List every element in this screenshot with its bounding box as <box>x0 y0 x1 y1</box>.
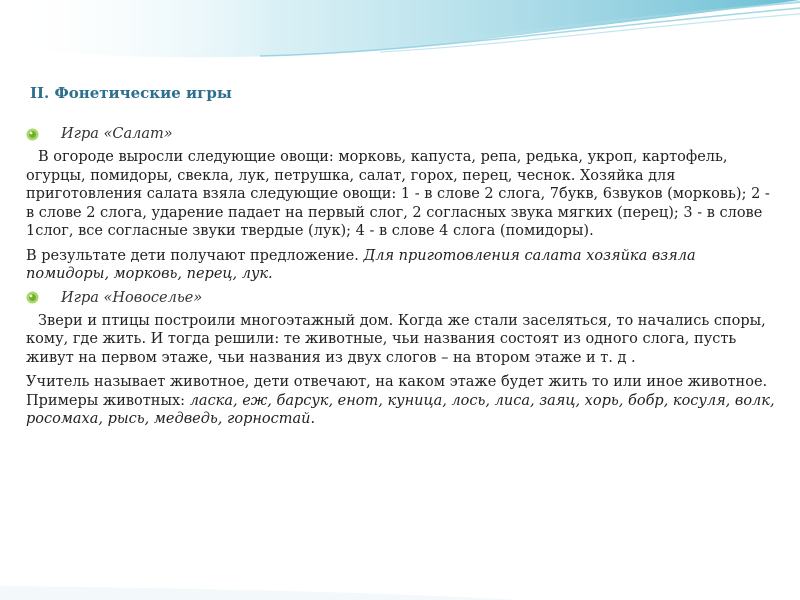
bullet-icon <box>26 128 39 141</box>
game-housewarming-heading <box>26 290 776 306</box>
slide-title: II. Фонетические игры <box>30 84 232 102</box>
game-salad-paragraph: В огороде выросли следующие овощи: морковь, капуста, репа, редька, укроп, картофель, огурцы, помидоры, свекла, лук, петрушка, салат, горох, перец, чеснок. Хозяйка для приготовления салата взяла следующие овощи: 1 - в слове 2 слога, 7букв, 6звуков (морковь); 2 - в слове 2 слога, ударение падает на первый слог, 2 согласных звука мягких (перец); 3 - в слове 1слог, все согласные звуки твердые (лук); 4 - в слове 4 слога (помидоры). <box>26 149 770 239</box>
game-housewarming-examples <box>26 373 776 429</box>
game-salad-result <box>26 247 776 284</box>
game-housewarming-heading-text: Игра «Новоселье» <box>61 289 203 306</box>
game-housewarming-paragraph: Звери и птицы построили многоэтажный дом. Когда же стали заселяться, то начались споры, кому, где жить. И тогда решили: те животные, чьи названия состоят из одного слога, пусть живут на первом этаже, чьи названия из двух слогов – на втором этаже и т. д . <box>26 312 766 366</box>
game-salad-heading-text: Игра «Салат» <box>61 126 173 142</box>
examples-list: ласка, еж, барсук, енот, куница, лось, лиса, заяц, хорь, бобр, косуля, волк, росомаха, рысь, медведь, горностай. <box>26 392 775 427</box>
result-intro: В результате дети получают предложение. <box>26 247 359 264</box>
examples-intro: Учитель называет животное, дети отвечают, на каком этаже будет жить то или иное животное. Примеры животных: <box>26 374 768 409</box>
bullet-icon <box>26 291 39 304</box>
game-salad-heading <box>26 126 776 142</box>
result-sentence: Для приготовления салата хозяйка взяла помидоры, морковь, перец, лук. <box>26 247 696 282</box>
slide-content <box>26 84 776 435</box>
